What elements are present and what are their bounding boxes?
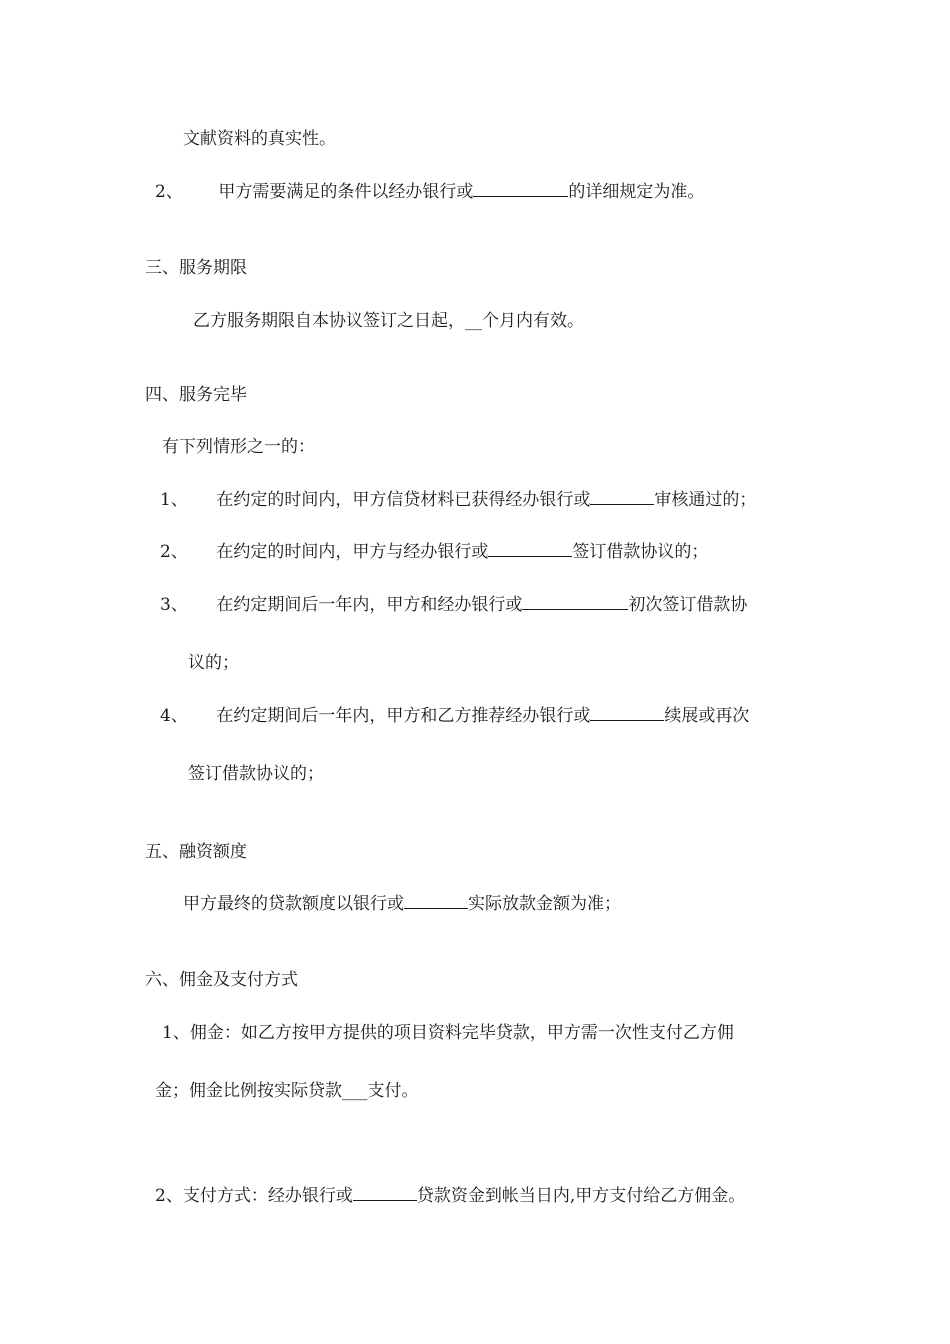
item-text-after: 初次签订借款协 — [628, 595, 748, 615]
item-text-after: 签订借款协议的； — [572, 542, 709, 562]
item-text: 在约定的时间内，甲方与经办银行或 — [216, 542, 489, 562]
list-item — [160, 704, 749, 728]
list-item — [160, 540, 708, 564]
list-item — [155, 180, 704, 204]
paragraph-line — [183, 892, 621, 916]
list-item — [160, 488, 756, 512]
fill-blank: __ — [465, 311, 482, 331]
line-text: 乙方服务期限自本协议签订之日起， — [193, 311, 465, 331]
list-item-continuation — [188, 651, 239, 675]
item-number: 4、 — [160, 706, 188, 726]
line-text-after: 支付。 — [367, 1081, 419, 1101]
item-text: 在约定的时间内，甲方信贷材料已获得经办银行或 — [216, 490, 591, 510]
list-item — [160, 593, 747, 617]
line-text: 有下列情形之一的： — [162, 437, 315, 457]
list-item-continuation — [188, 762, 324, 786]
paragraph-line — [183, 127, 336, 151]
line-text: 议的； — [188, 653, 239, 673]
section-heading — [145, 840, 247, 864]
item-text-after: 续展或再次 — [664, 706, 750, 726]
fill-blank — [488, 540, 572, 557]
fill-blank — [473, 180, 568, 197]
section-heading — [145, 383, 247, 407]
item-text-after: 的详细规定为准。 — [568, 182, 705, 202]
line-text: 甲方最终的贷款额度以银行或 — [183, 894, 404, 914]
fill-blank — [404, 892, 468, 909]
paragraph-line — [162, 435, 315, 459]
item-text-after: 审核通过的； — [654, 490, 757, 510]
item-number: 2、 — [155, 182, 183, 202]
heading-text: 五、融资额度 — [145, 842, 247, 862]
heading-text: 六、佣金及支付方式 — [145, 970, 298, 990]
paragraph-line — [155, 1184, 745, 1208]
item-number: 3、 — [160, 595, 188, 615]
line-text: 文献资料的真实性。 — [183, 129, 336, 149]
line-text: 1、佣金：如乙方按甲方提供的项目资料完毕贷款，甲方需一次性支付乙方佣 — [162, 1023, 734, 1043]
fill-blank — [353, 1184, 417, 1201]
item-text: 在约定期间后一年内，甲方和乙方推荐经办银行或 — [216, 706, 591, 726]
paragraph-line — [193, 309, 584, 333]
item-number: 2、 — [160, 542, 188, 562]
fill-blank — [522, 593, 628, 610]
line-text: 签订借款协议的； — [188, 764, 324, 784]
line-text: 金；佣金比例按实际贷款 — [155, 1081, 342, 1101]
heading-text: 三、服务期限 — [145, 258, 247, 278]
section-heading — [145, 968, 298, 992]
line-text-after: 个月内有效。 — [482, 311, 584, 331]
paragraph-line-continuation — [155, 1079, 419, 1103]
item-text: 甲方需要满足的条件以经办银行或 — [218, 182, 474, 202]
paragraph-line — [162, 1021, 734, 1045]
line-text-after: 贷款资金到帐当日内,甲方支付给乙方佣金。 — [416, 1186, 746, 1206]
fill-blank — [590, 704, 664, 721]
fill-blank — [590, 488, 654, 505]
item-text: 在约定期间后一年内，甲方和经办银行或 — [216, 595, 523, 615]
fill-blank: ___ — [342, 1081, 368, 1101]
line-text-after: 实际放款金额为准； — [468, 894, 621, 914]
heading-text: 四、服务完毕 — [145, 385, 247, 405]
item-number: 1、 — [160, 490, 188, 510]
section-heading — [145, 256, 247, 280]
line-text: 2、支付方式：经办银行或 — [155, 1186, 353, 1206]
